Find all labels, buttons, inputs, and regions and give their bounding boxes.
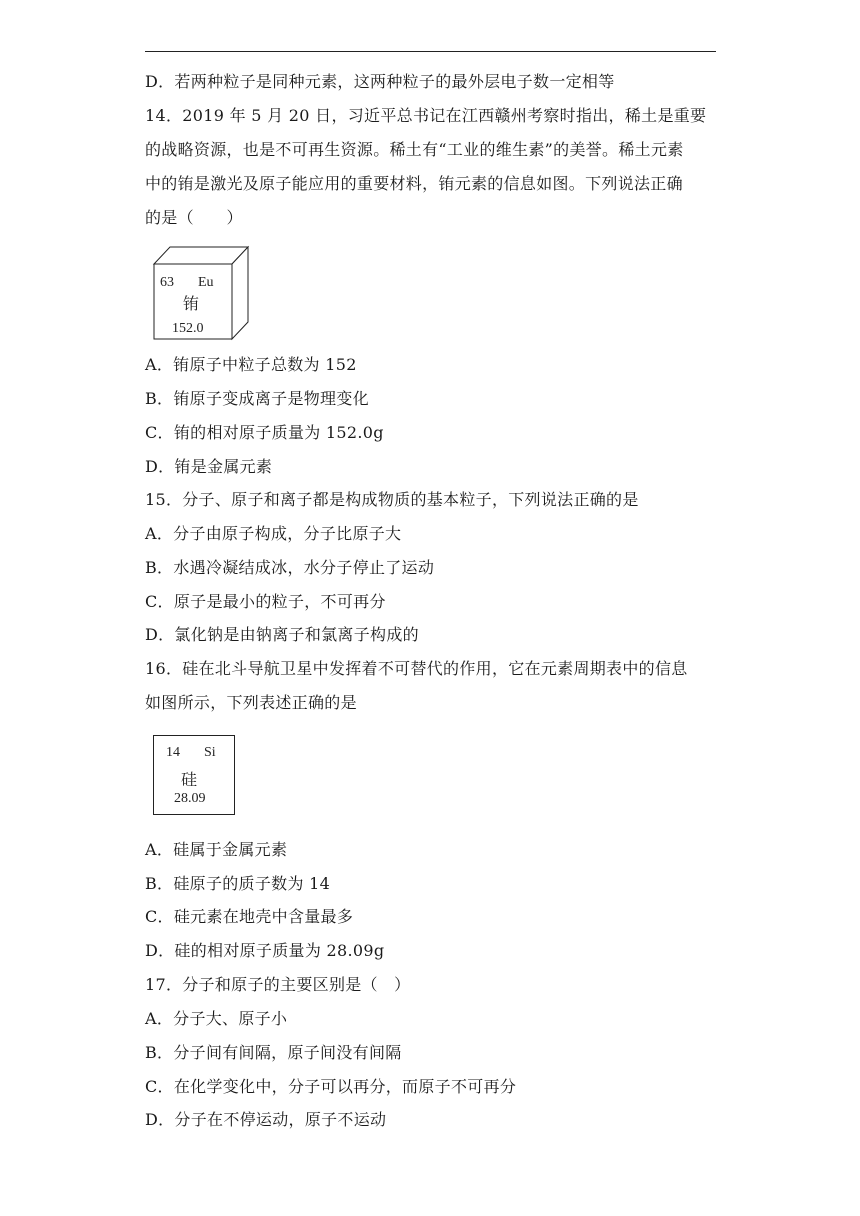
q14-stem-line-1: 14．2019 年 5 月 20 日，习近平总书记在江西赣州考察时指出，稀土是重要 — [145, 106, 707, 125]
q16-stem-line-2: 如图所示，下列表述正确的是 — [145, 693, 357, 712]
europium-mass: 152.0 — [172, 321, 204, 336]
q14-option-b: B．铕原子变成离子是物理变化 — [145, 389, 369, 408]
q17-stem: 17．分子和原子的主要区别是（ ） — [145, 975, 411, 994]
silicon-symbol: Si — [204, 745, 216, 760]
q17-option-b: B．分子间有间隔，原子间没有间隔 — [145, 1043, 402, 1062]
q13-option-d: D．若两种粒子是同种元素，这两种粒子的最外层电子数一定相等 — [145, 72, 615, 91]
silicon-name: 硅 — [181, 770, 198, 789]
silicon-mass: 28.09 — [174, 791, 206, 806]
q14-option-d: D．铕是金属元素 — [145, 457, 273, 476]
q15-option-b: B．水遇冷凝结成冰，水分子停止了运动 — [145, 558, 435, 577]
q14-stem-line-4: 的是（ ） — [145, 208, 243, 227]
q15-stem: 15．分子、原子和离子都是构成物质的基本粒子，下列说法正确的是 — [145, 490, 639, 509]
q15-option-c: C．原子是最小的粒子，不可再分 — [145, 592, 386, 611]
q14-option-a: A．铕原子中粒子总数为 152 — [145, 355, 357, 374]
europium-name: 铕 — [183, 294, 200, 313]
q17-option-d: D．分子在不停运动，原子不运动 — [145, 1110, 387, 1129]
europium-symbol: Eu — [198, 275, 214, 290]
q15-option-d: D．氯化钠是由钠离子和氯离子构成的 — [145, 625, 419, 644]
q16-option-b: B．硅原子的质子数为 14 — [145, 874, 331, 893]
q17-option-c: C．在化学变化中，分子可以再分，而原子不可再分 — [145, 1077, 517, 1096]
q14-stem-line-3: 中的铕是激光及原子能应用的重要材料，铕元素的信息如图。下列说法正确 — [145, 174, 683, 193]
q15-option-a: A．分子由原子构成，分子比原子大 — [145, 524, 402, 543]
europium-tile-cube — [150, 244, 252, 342]
silicon-tile — [153, 735, 235, 815]
q16-stem-line-1: 16．硅在北斗导航卫星中发挥着不可替代的作用，它在元素周期表中的信息 — [145, 659, 688, 678]
silicon-number: 14 — [166, 745, 180, 760]
header-rule — [145, 51, 716, 52]
q16-option-d: D．硅的相对原子质量为 28.09g — [145, 941, 385, 960]
q17-option-a: A．分子大、原子小 — [145, 1009, 288, 1028]
q16-option-c: C．硅元素在地壳中含量最多 — [145, 907, 354, 926]
q14-option-c: C．铕的相对原子质量为 152.0g — [145, 423, 384, 442]
q14-stem-line-2: 的战略资源，也是不可再生资源。稀土有“工业的维生素”的美誉。稀土元素 — [145, 140, 684, 159]
q16-option-a: A．硅属于金属元素 — [145, 840, 288, 859]
europium-number: 63 — [160, 275, 174, 290]
